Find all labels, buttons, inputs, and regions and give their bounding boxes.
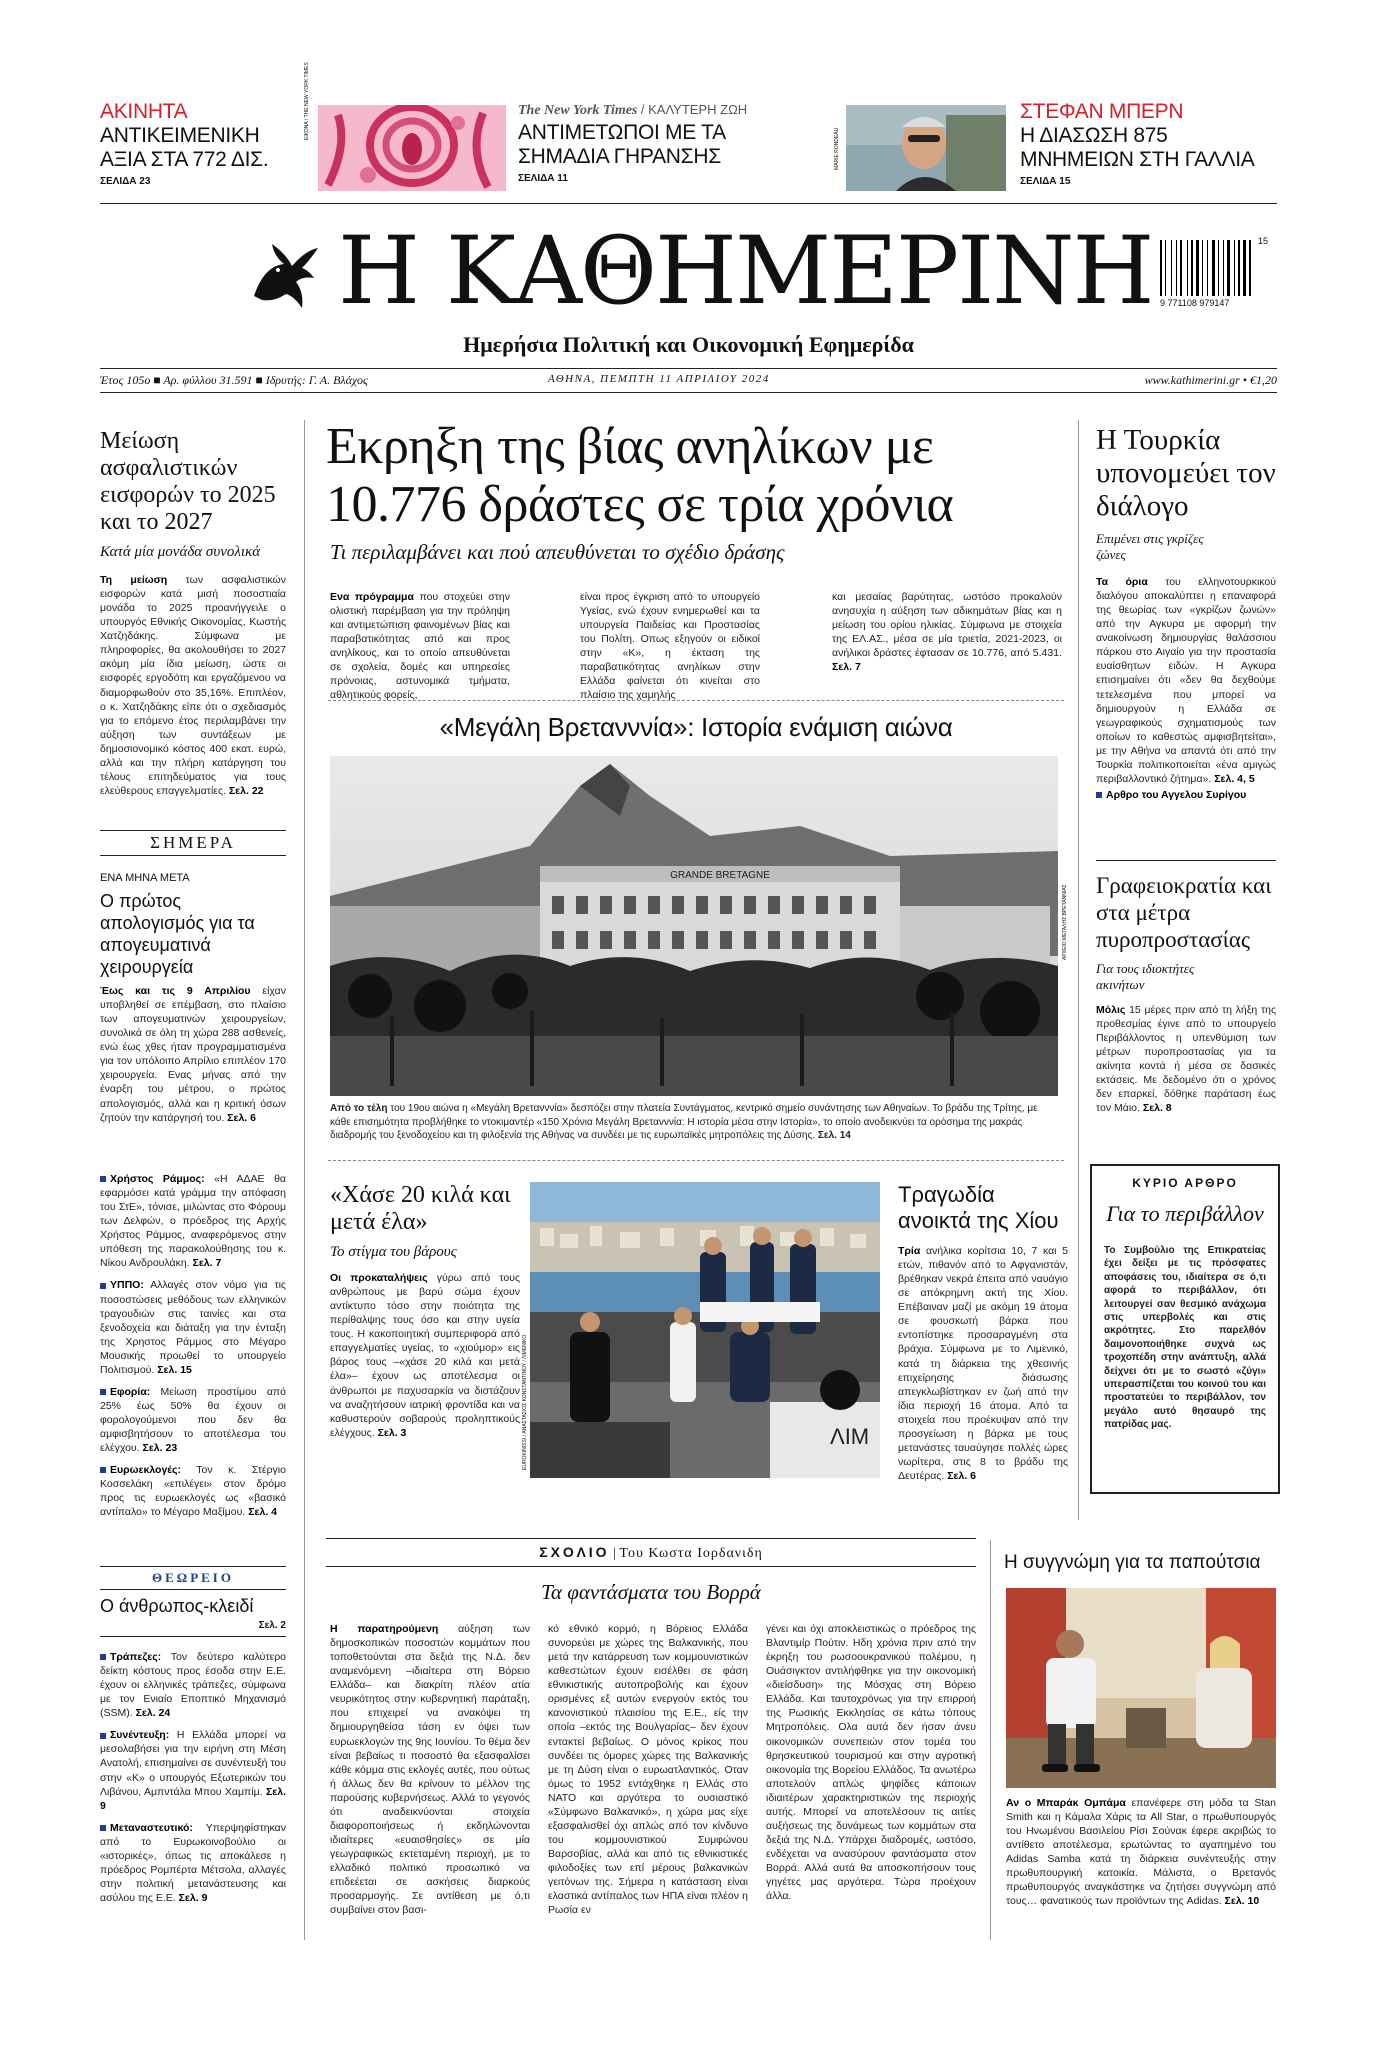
lead-col-1 — [330, 590, 510, 703]
brief-text: Τον κ. Στέργιο Κοσσελάκη «επιλέγει» στον δρόμο προς τις ευρωεκλογές ως «βασικό αντίπαλο» το Μέγαρο Μαξίμου. — [100, 1464, 286, 1519]
lead-body-1: που στοχεύει στην ολιστική παρέμβαση για την πρόληψη και αντιμετώπιση φαινομένων βίας και παραβατικότητας από και προς ανηλίκους, και το οποίο απευθύνεται σε σχολεία, δομές και υπηρεσίες πρόνοιας, αστυνομικά τμήματα, αθλητικούς φορείς, — [330, 591, 510, 702]
column-title[interactable]: Τα φαντάσματα του Βορρά — [541, 1580, 761, 1604]
nyt-brand: The New York Times — [518, 103, 638, 118]
teaser-page: ΣΕΛΙΔΑ 15 — [1020, 176, 1071, 187]
story-fire[interactable] — [1096, 872, 1276, 1116]
editorial-title: Για το περιβάλλον — [1106, 1201, 1264, 1226]
brief-ref: Σελ. 7 — [192, 1257, 222, 1270]
lead-col-2 — [580, 590, 760, 703]
brief-item[interactable] — [100, 1278, 286, 1376]
teaser-middle[interactable] — [518, 102, 818, 184]
story-title: Ο πρώτος απολογισμός για τα απογευματινά χειρουργεία — [100, 891, 255, 977]
caption-lead: Από το τέλη — [330, 1103, 388, 1114]
story-body: γύρω από τους ανθρώπους με βαρύ σώμα έχουν αντίκτυπο τόσο στην ποιότητα της περίθαλψης τους όσο και στην υγεία τους. Η κακοποιητική συμπεριφορά από επαγγελματίες υγείας, το «χιούμορ» εις βάρος τους –«χάσε 20 κιλά και μετά έλα»– έχουν ως αποτέλεσμα οι άνθρωποι με παχυσαρκία να διστάζουν να αναζητήσουν ιατρική φροντίδα και να καθυστερούν σοβαρούς προληπτικούς ελέγχους. — [330, 1272, 521, 1439]
story-shoes[interactable] — [1006, 1796, 1276, 1909]
brief-ref: Σελ. 9 — [178, 1892, 208, 1904]
story-extra: Αρθρο του Αγγελου Συρίγου — [1106, 788, 1247, 801]
britain-headline[interactable]: «Μεγάλη Βρετανννία»: Ιστορία ενάμιση αιώνα — [439, 712, 953, 742]
column-header: ΣΧΟΛΙΟ | Του Κωστα Ιορδανιδη — [539, 1544, 763, 1561]
dashed-divider — [328, 700, 1064, 701]
brief-ref: Σελ. 24 — [135, 1707, 171, 1720]
story-lead: Οι προκαταλήψεις — [330, 1272, 428, 1284]
divider — [100, 392, 1277, 393]
barcode-bar — [1165, 240, 1166, 296]
bullet-square-icon — [100, 1176, 106, 1182]
story-deck: Για τους ιδιοκτήτες ακινήτων — [1096, 961, 1195, 992]
divider — [100, 1636, 286, 1637]
shoes-photo[interactable] — [1006, 1588, 1276, 1788]
brief-list-2 — [100, 1650, 286, 1913]
barcode-number: 9 771108 979147 — [1160, 298, 1230, 308]
divider — [100, 368, 1277, 369]
lead-body-2: είναι προς έγκριση από το υπουργείο Υγείας, ενώ έχουν ενημερωθεί και τα υπουργεία Παιδείας και Προστασίας του Πολίτη. Οπως εξηγούν οι ειδικοί στην «Κ», η έκταση της παραβατικότητας ανηλίκων στην Ελλάδα φαίνεται ότι κινείται στο πλαίσιο της χαμηλής — [580, 591, 760, 702]
barcode-bar — [1243, 240, 1246, 296]
story-deck: Επιμένει στις γκρίζες ζώνες — [1096, 531, 1204, 562]
masthead-meta-right: www.kathimerini.gr • €1,20 — [1144, 373, 1277, 387]
story-ref: Σελ. 3 — [377, 1426, 407, 1439]
story-title: Γραφειοκρατία και στα μέτρα πυροπροστασίας — [1096, 873, 1272, 952]
caption-text: του 19ου αιώνα η «Μεγάλη Βρετανννία» δεσπόζει στην πλατεία Συντάγματος, κεντρικό σημείο συνάντησης των Αθηναίων. Το βράδυ της Τρίτης, με κάθε επισημότητα προβλήθηκε το ντοκιμαντέρ «150 Χρόνια Μεγάλη Βρετανννία: Η ιστορία μέσα στην Ιστορία», το οποίο ανοδεικνύει τα ορόσημα της μακράς διαδρομής του ξενοδοχείου και τη φιλοξενία της Αθήνας να συνδέει με τις ευρωπαϊκές μητροπόλεις της Δύσης. — [330, 1103, 1038, 1141]
brief-item[interactable] — [100, 1728, 286, 1812]
teaser-title: ΑΝΤΙΜΕΤΩΠΟΙ ΜΕ ΤΑ ΣΗΜΑΔΙΑ ΓΗΡΑΝΣΗΣ — [518, 121, 725, 168]
story-title: Μείωση ασφαλιστικών εισφορών το 2025 και το 2027 — [100, 428, 276, 535]
bullet-square-icon — [100, 1283, 106, 1289]
griffin-logo-icon — [244, 236, 324, 316]
story-deck: Το στίγμα του βάρους — [330, 1244, 457, 1260]
column-col-2 — [548, 1622, 748, 1917]
barcode-bar — [1180, 240, 1182, 296]
column-rule — [990, 1540, 991, 1940]
story-deck: Κατά μία μονάδα συνολικά — [100, 544, 261, 560]
story-body: ανήλικα κορίτσια 10, 7 και 5 ετών, πιθανόν από το Αφγανιστάν, βρέθηκαν νεκρά έπειτα από ναυάγιο σε απόκρημνη ακτή της Χίου. Επέβαιναν μαζί με ακόμη 19 άτομα σε φουσκωτή βάρκα που εντοπίστηκε προσαραγμένη στα βράχια. Σύμφωνα με το Λιμενικό, κατά τη διάρκεια της χθεσινής επιχείρησης διάσωσης απεγκλωβίστηκαν εν ζωή από την ίδια περιοχή 16 άτομα. Από τα στοιχεία που προέκυψαν από την προσγείωση η βάρκα με τους μετανάστες ταυαύγησε πολλές ώρες νωρίτερα, στις 8 το βράδυ της Δευτέρας. — [898, 1245, 1068, 1482]
teaser-kicker: ΑΚΙΝΗΤΑ — [100, 100, 188, 123]
barcode-bar — [1212, 240, 1215, 296]
barcode-bar — [1187, 240, 1188, 296]
story-kicker: ΕΝΑ ΜΗΝΑ ΜΕΤΑ — [100, 872, 190, 884]
brief-lead: Ευρωεκλογές: — [110, 1464, 181, 1477]
teaser-kicker: ΣΤΕΦΑΝ ΜΠΕΡΝ — [1020, 100, 1184, 123]
brief-text: Τον δεύτερο καλύτερο δείκτη κόστους προς έσοδα στην Ε.Ε. έχουν οι ελληνικές τράπεζες, σύμφωνα με τον Ενιαίο Εποπτικό Μηχανισμό (SSM). — [100, 1651, 287, 1720]
masthead-date: ΑΘΗΝΑ, ΠΕΜΠΤΗ 11 ΑΠΡΙΛΙΟΥ 2024 — [548, 373, 770, 385]
brief-ref: Σελ. 4 — [248, 1506, 278, 1519]
theoreio-title[interactable]: Ο άνθρωπος-κλειδί — [100, 1596, 254, 1616]
barcode-bar — [1176, 240, 1177, 296]
column-col-3 — [766, 1622, 976, 1903]
photo-credit: EUROKINISSI / ΑΝΑΣΤΑΣΙΟΣ ΚΩΝΣΤΑΝΤΙΝΟΥ / ΛΙΜΕΝΙΚΟ — [522, 1334, 528, 1470]
brief-text: Αλλαγές στον νόμο για τις ποσοστώσεις μεθόδους των ελληνικών τραγουδιών στις ταινίες και στα ξενοδοχεία και διάταξη για την ένταξη της Χρηστος Ράμμος στο Μέγαρο Μουσικής προωθεί το υπουργείο Πολιτισμού. — [100, 1279, 286, 1376]
barcode-bar — [1202, 240, 1203, 296]
barcode-bar — [1160, 240, 1162, 296]
divider — [326, 1538, 976, 1539]
story-ref: Σελ. 22 — [228, 784, 264, 797]
editorial-label: ΚΥΡΙΟ ΑΡΘΡΟ — [1132, 1176, 1238, 1190]
brief-lead: Συνέντευξη: — [110, 1729, 170, 1742]
story-ref: Σελ. 8 — [1142, 1102, 1172, 1115]
brief-ref: Σελ. 9 — [100, 1785, 287, 1812]
lead-lead: Ενα πρόγραμμα — [330, 591, 414, 603]
editorial-box[interactable] — [1090, 1164, 1280, 1494]
caption-ref: Σελ. 14 — [817, 1130, 851, 1141]
lead-col-3 — [832, 590, 1062, 674]
column-col-1 — [330, 1622, 530, 1917]
story-ref: Σελ. 10 — [1224, 1895, 1260, 1908]
brief-item[interactable] — [100, 1650, 286, 1720]
brief-text: Μείωση προστίμου από 25% έως 50% θα έχουν οι φορολογούμενοι που δεν θα αμφισβητήσουν το αποτέλεσμα του ελέγχου. — [100, 1385, 287, 1455]
masthead-title: Η ΚΑΘΗΜΕΡΙΝΗ — [338, 217, 1153, 326]
bullet-square-icon — [100, 1389, 106, 1395]
barcode-bar — [1207, 240, 1208, 296]
divider — [100, 203, 1277, 204]
story-title: «Χάσε 20 κιλά και μετά έλα» — [330, 1182, 511, 1235]
story-title: Τραγωδία ανοικτά της Χίου — [898, 1182, 1059, 1233]
brief-text: Υπερψηφίστηκαν από το Ευρωκοινοβούλιο οι «ιστορικές», όπως τις αποκάλεσε η πρόεδρος Ρομπέρτα Μέτσολα, αλλαγές στην πολιτική μετανάστευσης και ασύλου της Ε.Ε. — [100, 1821, 286, 1904]
chios-photo[interactable] — [530, 1182, 880, 1478]
barcode — [1160, 236, 1269, 318]
story-ref: Σελ. 4, 5 — [1214, 772, 1255, 785]
brief-ref: Σελ. 23 — [142, 1442, 178, 1455]
story-insurance[interactable] — [100, 428, 286, 798]
barcode-bar — [1249, 240, 1251, 296]
photo-sign-text: GRANDE BRETAGNE — [670, 870, 770, 881]
vessel-mark: ΛΙΜ — [830, 1424, 870, 1449]
lead-deck: Τι περιλαμβάνει και πού απευθύνεται το σχέδιο δράσης — [330, 540, 785, 564]
dashed-divider — [328, 1160, 1064, 1161]
barcode-bar — [1196, 240, 1199, 296]
story-turkey[interactable] — [1096, 424, 1276, 802]
brief-item[interactable] — [100, 1172, 286, 1270]
column-rule — [1078, 420, 1079, 1520]
divider — [326, 1566, 976, 1567]
column-lead: Η παρατηρούμενη — [330, 1623, 439, 1635]
column-author: Του Κωστα Ιορδανιδη — [619, 1546, 763, 1561]
story-body: του ελληνοτουρκικού διαλόγου αποκαλύπτει η επαναφορά της θεωρίας των «γκρίζων ζωνών» από την Αγκυρα με αφορμή την ανακοίνωση δημιουργίας θαλάσσιου πάρκου στο Αιγαίο για την προστασία ευαίσθητων ειδών. Η Αγκυρα επισημαίνει ότι «δεν θα δεχθούμε τετελεσμένα που μπορεί να δημιουργούν η Ελλάδα σε γεωγραφικούς σχηματισμούς των οποίων το καθεστώς αμφισβητείται», με την Αθήνα να απαντά ότι από την Τουρκία πολιτικοποιείται «ένα αμιγώς περιβαλλοντικό ζήτημα». — [1096, 576, 1276, 785]
story-body: των ασφαλιστικών εισφορών κατά μισή ποσοστιαία μονάδα το 2025 προανήγγειλε ο υπουργός Εθνικής Οικονομίας, Κωστής Χατζηδάκης. Σύμφωνα με πληροφορίες, θα ακολουθήσει το 2027 ακόμη μία ίδια μείωση, ώστε οι εισφορές εργοδότη και εργαζόμενου να διαμορφωθούν στο 35,16%. Επιπλέον, ο κ. Χατζηδάκης είπε ότι ο σχεδιασμός για το επόμενο έτος περιλαμβάνει την αύξηση των συντάξεων με δημοσιονομικό κόστος 400 εκατ. ευρώ, αλλά και την πλήρη κατάργηση του τέλους επιτηδεύματος για τους ελεύθερους επαγγελματίες. — [100, 574, 286, 797]
bullet-square-icon — [100, 1467, 106, 1473]
column-body-1: αύξηση των δημοσκοπικών ποσοστών κομμάτων που τοποθετούνται στα δεξιά της Ν.Δ. δεν αναμενόμενη –ιδιαίτερα στη Βόρειο Ελλάδα– και διακρίτη πλέον ατία νευρικότητος στην κυβερνητική παράταξη, που επιχειρεί να ανακόψει τη δημιουργηθείσα τάση εν όψει των ευρωεκλογών της 9ης Ιουνίου. Το θέμα δεν είναι βεβαίως τι ποσοστό θα εξασφαλίσει κάθε κόμμα στις εκλογές αυτές, που ούτως ή άλλως δεν θα κρίνουν το μέλλον της παρούσης κυβερνήσεως. Αλλά το γεγονός ότι αναδεικνύονται στοιχεία διαφοροποιήσεως ή εκδηλώνονται ιδιαίτερες «ευαισθησίες» σε μία γεωγραφικώς εκτεταμένη περιοχή, με το ελλαδικό πολιτικό προσωπικό να επιδεέεται σε ασκήσεις διαρκούς προσαρμογής. Σε αντίθεση με ό,τι συμβαίνει στον βασι- — [330, 1623, 531, 1917]
teaser-page: ΣΕΛΙΔΑ 11 — [518, 173, 568, 184]
masthead-subtitle: Ημερήσια Πολιτική και Οικονομική Εφημερίδα — [463, 332, 914, 357]
masthead-meta-left: Έτος 105ο ■ Αρ. φύλλου 31.591 ■ Ιδρυτής: Γ. Α. Βλάχος — [100, 373, 368, 387]
editorial-body: Το Συμβούλιο της Επικρατείας έχει δείξει με τις πρόσφατες αποφάσεις του, ιδιαίτερα σε ό,τι αφορά το περιβάλλον, ότι λειτουργεί σαν θεσμικό ανάχωμα στις υπερβολές και στις ακρότητες. Στο παρελθόν δαιμονοποιήθηκε συχνά ως τροχοπέδη στην ανάπτυξη, αλλά δείχνει ότι με το σωστό «ζύγι» υπερασπίζεται του κοινού του και προστατεύει το περιβάλλον, τον μεγάλο αυτό θησαυρό της πατρίδας μας. — [1104, 1245, 1266, 1431]
barcode-bar — [1171, 240, 1172, 296]
story-weight[interactable] — [330, 1182, 520, 1440]
story-lead: Τη μείωση — [100, 574, 168, 586]
section-theoreio: ΘΕΩΡΕΙΟ — [100, 1566, 286, 1590]
teaser-title: ΑΝΤΙΚΕΙΜΕΝΙΚΗ ΑΞΙΑ ΣΤΑ 772 ΔΙΣ. — [100, 124, 269, 171]
bullet-square-icon — [100, 1654, 106, 1660]
barcode-bar — [1218, 240, 1219, 296]
brief-text: Η Ελλάδα μπορεί να μεσολαβήσει για την ειρήνη στη Μέση Ανατολή, επισημαίνει σε συνέντευξή του στην «Κ» ο υπουργός Εξωτερικών του Λιβάνου, Αμπντάλα Μπου Χαμπίμ. — [100, 1729, 287, 1798]
barcode-issue: 15 — [1258, 236, 1269, 246]
teaser-middle-photo[interactable] — [318, 105, 506, 191]
lead-ref: Σελ. 7 — [832, 661, 861, 674]
column-body-2: κό εθνικό κορμό, η Βόρειος Ελλάδα συνορεύει με χώρες της Βαλκανικής, που μετά την κατάρρευση των κομμουνιστικών καθεστώτων έχουν εισέλθει σε φάση εθνικιστικής αυτοπροβολής και έχουν ορισμένες εξ αυτών ενεργούν εκτός του κανονιστικού πλαισίου της Ε.Ε., είς την οποία –εκτός της Βουλγαρίας– δεν έχουν εντακτεί βεβαίως. Ο μόνος κρίκος που συνδέει τις όμορες χώρες της Βαλκανικής με τη Δύση είναι ο ευρωατλαντικός. Οταν όμως το 1952 εντάχθηκε η Ελλάς στο ΝΑΤΟ και αργότερα το ουσιαστικό «Σύμφωνο Βαλκανικό», η χώρα μας είχε εξασφαλισθεί όχι απλώς από τον κίνδυνο του κομμουνιστικού Συμφώνου Βαρσοβίας, αλλά και από τις εθνικιστικές φιλοδοξίες των επί μέρους βαλκανικών γειτόνων της. Σήμερα η κατάσταση είναι ελαστικά αντίπαλος των ΗΠΑ είναι πλέον η Ρωσία εν — [548, 1623, 748, 1917]
photo-credit: ΑΡΧΕΙΟ ΜΕΓΑΛΗΣ ΒΡΕΤΑΝΝΙΑΣ — [1062, 884, 1068, 960]
lead-body-3: και μεσαίας βαρύτητας, ωστόσο προκαλούν ανησυχία η αύξηση των αδικημάτων βίας και η μείωση του ορίου ηλικίας. Σύμφωνα με στοιχεία της ΕΛ.ΑΣ., μέσα σε μία τριετία, 2021-2023, οι ανήλικοι δράστες έφτασαν σε 10.776, από 5.431. — [832, 591, 1062, 660]
britain-caption — [330, 1102, 1060, 1143]
brief-list — [100, 1172, 286, 1527]
barcode-bar — [1227, 240, 1230, 296]
story-body: επανέφερε στη μόδα τα Stan Smith και η Κάμαλα Χάρις τα All Star, ο πρωθυπουργός του Ηνωμένου Βασιλείου Ρίσι Σούνακ έφερε ακριβώς το αντίθετο αποτέλεσμα, ερωτώντας το αγαπημένο του Adidas Samba κατά τη διάρκεια συνέντευξής στην πρωθυπουργική κατοικία. Μάλιστα, ο Βρετανός πρωθυπουργός αναγκάστηκε να ζητήσει συγγνώμη από τους… φανατικούς των προϊόντων της Adidas. — [1006, 1797, 1276, 1908]
barcode-bar — [1234, 240, 1235, 296]
story-ref: Σελ. 6 — [947, 1470, 977, 1482]
barcode-bar — [1238, 240, 1240, 296]
column-label: ΣΧΟΛΙΟ — [539, 1544, 610, 1560]
bullet-square-icon — [100, 1733, 106, 1739]
story-title: Η Τουρκία υπονομεύει τον διάλογο — [1096, 424, 1276, 522]
brief-ref: Σελ. 15 — [157, 1363, 192, 1376]
barcode-bar — [1191, 240, 1193, 296]
column-body-3: γένει και όχι αποκλειστικώς ο πρόεδρος της Βλαντιμίρ Πούτιν. Ηδη χρόνια πριν από την έκρηξη του ρωσοουκρανικού πολέμου, η Ουάσιγκτον αντιλήφθηκε για την οικονομική «διείσδυση» της Μόσχας στη Βόρειο Ελλάδα. Και ταυτοχρόνως για την επιρροή της Ρωσικής Εκκλησίας σε κάτω τόπους Μητροπόλεις. Ολα αυτά δεν ήσαν άνευ οικονομικών συνεπειών στον τομέα του θρησκευτικού τουρισμού και στην αγροτική οικονομία της Βορείου Ελλάδος. Τα ανωτέρω αποτελούν απλώς ψηφίδες κάποιων ιδιαιτέρων χαρακτηριστικών της περιοχής αυτής. Μπορεί να αποτελέσουν τις αιτίες αυξήσεως της δυνάμεως των κομμάτων στα δεξιά της Ν.Δ. Υπάρχει διαδρομές, ωστόσο, ενδέχεται να ανασύρουν φαντάσματα στον Βορρά. Αλλά αυτά θα αποσκοπήσουν τους γηγέτες μας αργότερα. Τώρα προέχουν άλλα. — [766, 1623, 976, 1903]
brief-item[interactable] — [100, 1385, 286, 1455]
bullet-square-icon — [1096, 792, 1102, 798]
column-rule — [304, 420, 305, 1940]
teaser-left[interactable] — [100, 100, 280, 187]
story-lead: Έως και τις 9 Απριλίου — [100, 985, 251, 997]
brief-lead: Χρήστος Ράμμος: — [110, 1173, 205, 1185]
teaser-page: ΣΕΛΙΔΑ 23 — [100, 176, 151, 187]
photo-credit: MARIE RONDEAU — [834, 127, 840, 170]
barcode-bar — [1223, 240, 1224, 296]
teaser-title: Η ΔΙΑΣΩΣΗ 875 ΜΝΗΜΕΙΩΝ ΣΤΗ ΓΑΛΛΙΑ — [1020, 124, 1255, 171]
brief-lead: Εφορία: — [110, 1385, 151, 1398]
shoes-headline[interactable]: Η συγγνώμη για τα παπούτσια — [1004, 1552, 1261, 1573]
story-ref: Σελ. 6 — [227, 1111, 256, 1124]
brief-lead: Μεταναστευτικό: — [110, 1821, 193, 1834]
theoreio-ref: Σελ. 2 — [258, 1620, 286, 1631]
story-lead: Τα όρια — [1096, 576, 1148, 588]
britain-photo[interactable] — [330, 756, 1058, 1096]
story-body: είχαν υποβληθεί σε επέμβαση, στο πλαίσιο των απογευματινών χειρουργείων, συνολικά σε όλη τη χώρα 288 ασθενείς, ενώ έως χθες ήταν προγραμματισμένα για τον υπόλοιπο Απρίλιο επιπλέον 170 χειρουργεία. Ενας μήνας από την έναρξη του μέτρου, ο πρώτος απολογισμός, αλλά και η κριτική όσων ζητούν την κατάργησή του. — [100, 985, 286, 1124]
nyt-section: / ΚΑΛΥΤΕΡΗ ΖΩΗ — [640, 102, 748, 117]
photo-credit: ΕΙΚΟΝΑ / THE NEW YORK TIMES — [304, 62, 310, 140]
section-today: ΣΗΜΕΡΑ — [100, 830, 286, 856]
brief-lead: ΥΠΠΟ: — [110, 1279, 144, 1292]
story-lead: Μόλις — [1096, 1004, 1126, 1016]
teaser-right-photo[interactable] — [846, 105, 1006, 191]
story-lead: Αν ο Μπαράκ Ομπάμα — [1006, 1797, 1126, 1809]
divider — [1096, 860, 1276, 861]
brief-text: «Η ΑΔΑΕ θα εφαρμόσει κατά γράμμα την απόφαση του ΣτΕ», τόνισε, μιλώντας στο Φόρουμ των Δελφών, ο πρόεδρος της Αρχής Χρήστος Ράμμος, αναφερόμενος στην υπόθεση της παρακολούθησης του κ. Νίκου Ανδρουλάκη. — [100, 1173, 286, 1270]
brief-item[interactable] — [100, 1463, 286, 1519]
lead-headline[interactable]: Εκρηξη της βίας ανηλίκων με 10.776 δράστες σε τρία χρόνια — [326, 418, 954, 533]
story-chios[interactable] — [898, 1182, 1068, 1483]
bullet-square-icon — [100, 1825, 106, 1831]
story-body: 15 μέρες πριν από τη λήξη της προθεσμίας έγινε από το υπουργείο Περιβάλλοντος η υπενθύμιση των μέτρων πυροπροστασίας για τα ακίνητα κοντά ή μέσα σε δασικές εκτάσεις. Με δεδομένο ότι ο χρόνος δεν επαρκεί, δόθηκε παράταση έως τον Μάιο. — [1096, 1004, 1277, 1115]
brief-lead: Τράπεζες: — [110, 1651, 162, 1663]
story-lead: Τρία — [898, 1245, 921, 1257]
teaser-right[interactable] — [1020, 100, 1280, 187]
brief-item[interactable] — [100, 1821, 286, 1905]
story-surgery[interactable] — [100, 872, 286, 1125]
